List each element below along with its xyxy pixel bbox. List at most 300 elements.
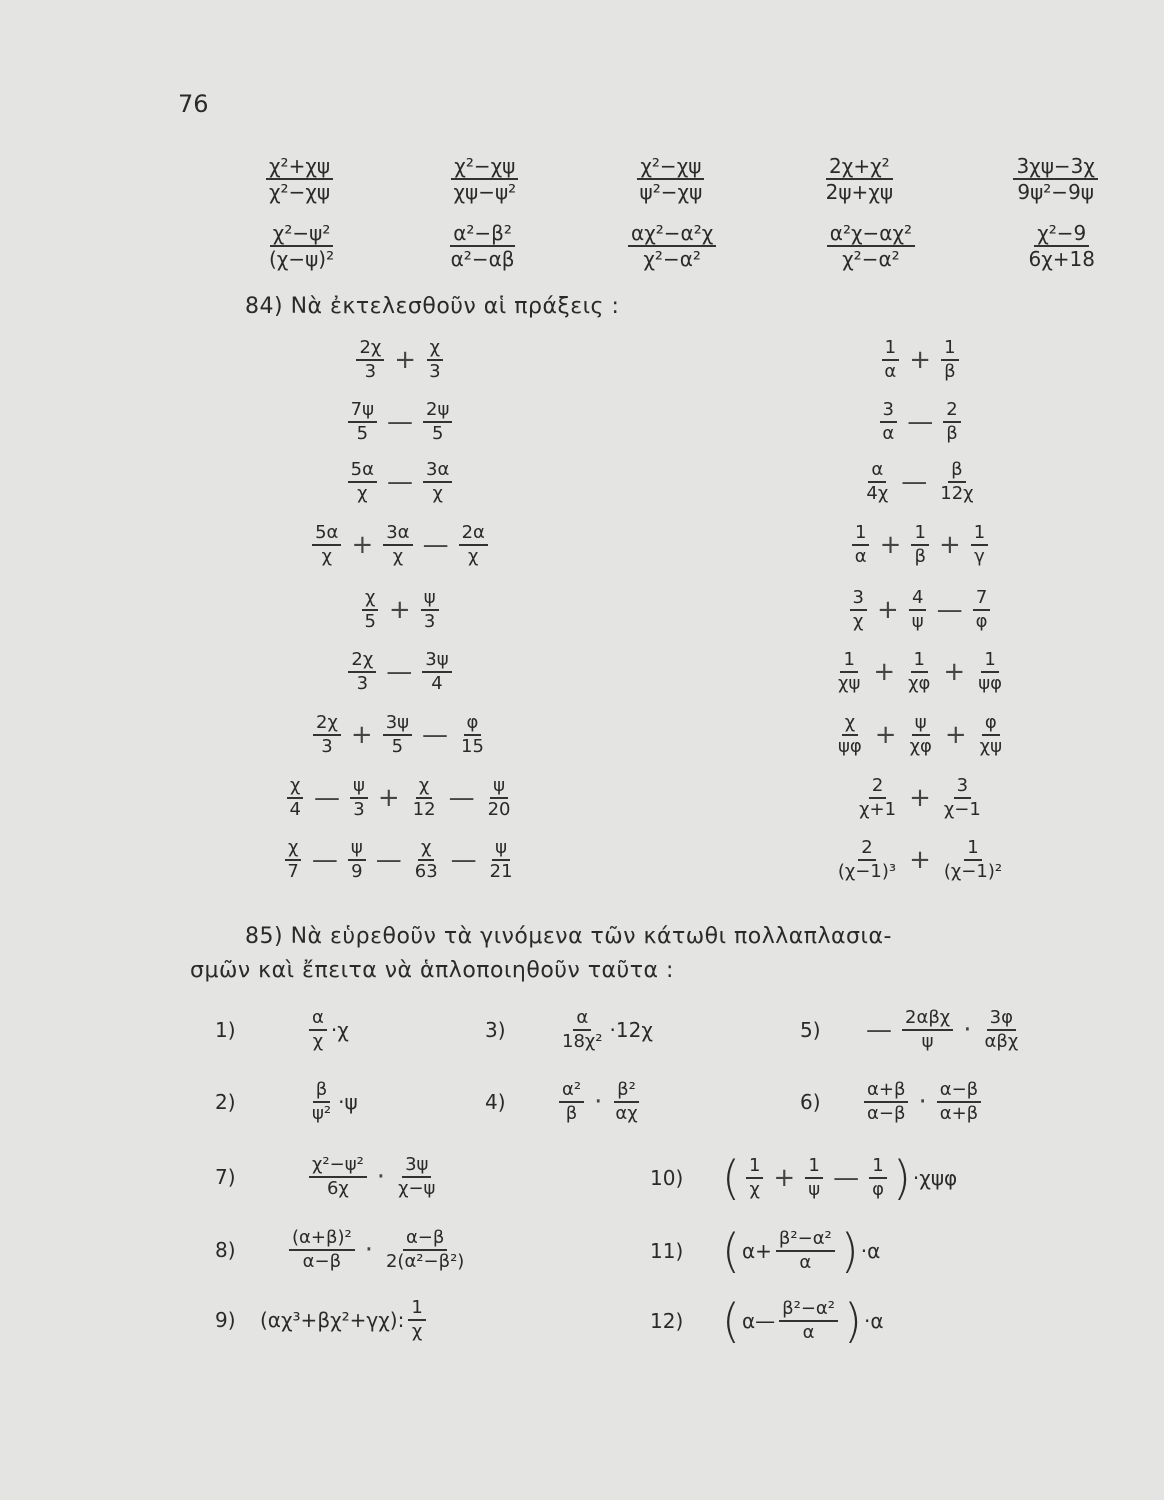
expression-row [770, 400, 1070, 444]
left-paren: ( [722, 1151, 740, 1205]
numerator: 7 [973, 588, 990, 611]
operator: + [909, 844, 931, 875]
denominator: χ [321, 545, 332, 567]
numerator: χ²−ψ² [309, 1155, 367, 1178]
denominator: 63 [414, 860, 438, 882]
denominator: 6χ [326, 1177, 349, 1199]
denominator: 20 [487, 798, 511, 820]
fraction [941, 776, 984, 820]
product-item [485, 1008, 653, 1052]
numerator: ψ [490, 776, 508, 799]
expression-row [770, 776, 1070, 820]
expression-row [240, 713, 560, 757]
exercise-85-heading-line2: σμῶν καὶ ἔπειτα νὰ ἁπλοποιηθοῦν ταῦτα : [190, 958, 674, 983]
denominator: 2(α²−β²) [385, 1250, 465, 1272]
numerator: 2χ [348, 650, 376, 673]
expression-row [770, 650, 1070, 694]
denominator: χ [853, 610, 864, 632]
numerator: χ [362, 588, 378, 611]
expression-text: ·α [863, 1309, 884, 1333]
denominator: χφ [909, 735, 932, 757]
top-frac: $\frac{\text{α²−β²}}{\text{α²−αβ}}$ [450, 221, 515, 271]
left-paren: ( [722, 1224, 740, 1278]
fraction [902, 1008, 953, 1052]
fraction [907, 713, 935, 757]
expression-text: ·α [860, 1239, 881, 1263]
fraction [350, 776, 368, 820]
top-frac: $\frac{\text{χ²+χψ}}{\text{χ²−χψ}}$ [266, 155, 333, 203]
expression-text: ·ψ [338, 1089, 358, 1114]
fraction [284, 838, 301, 882]
denominator: ψφ [838, 735, 862, 757]
denominator: 3 [353, 798, 365, 820]
fraction [881, 338, 899, 382]
numerator: φ [464, 713, 482, 736]
numerator: 3ψ [402, 1155, 431, 1178]
fraction [835, 838, 899, 882]
operator: — [375, 844, 402, 875]
right-paren: ) [844, 1294, 862, 1348]
expression-row [770, 338, 1070, 382]
fraction [421, 588, 439, 632]
expression-text: (αχ³+βχ²+γχ): [260, 1307, 405, 1332]
fraction [422, 650, 451, 694]
product-item [800, 1080, 985, 1124]
numerator: ψ [350, 776, 368, 799]
denominator: β [565, 1102, 578, 1124]
fraction [835, 650, 863, 694]
item-label: 11) [650, 1239, 684, 1263]
numerator: ψ [912, 713, 930, 736]
operator: — [422, 719, 449, 750]
fraction [485, 776, 514, 820]
numerator: 3α [383, 523, 412, 546]
numerator: 1 [840, 650, 857, 673]
denominator: 4 [431, 672, 443, 694]
item-label: 9) [215, 1307, 236, 1332]
top-frac: $\frac{\text{χ²−ψ²}}{\text{(χ−ψ)²}}$ [269, 221, 335, 271]
numerator: α [868, 460, 886, 483]
operator: — [866, 1014, 892, 1045]
operator: + [351, 529, 374, 560]
fraction [977, 713, 1005, 757]
frac-row-2 [262, 222, 1102, 270]
denominator: χ [357, 482, 368, 504]
operator: + [388, 594, 411, 625]
expression-text: ·12χ [609, 1017, 653, 1042]
operator: — [313, 782, 340, 813]
operator: + [394, 344, 417, 375]
fraction [395, 1155, 438, 1199]
fraction [309, 1155, 367, 1199]
denominator: 5 [391, 735, 404, 757]
numerator: φ [982, 713, 1000, 736]
operator: — [311, 844, 338, 875]
numerator: 5α [312, 523, 341, 546]
denominator: χψ [838, 672, 861, 694]
item-label: 2) [215, 1089, 236, 1114]
numerator: 7ψ [348, 400, 377, 423]
fraction [941, 338, 959, 382]
fraction [487, 838, 516, 882]
denominator: β [946, 422, 958, 444]
denominator: 3 [423, 610, 436, 632]
denominator: 4 [289, 798, 301, 820]
expression-row [240, 776, 560, 820]
fraction [309, 1080, 334, 1124]
fraction [746, 1156, 763, 1200]
fraction [287, 776, 304, 820]
numerator: 1 [805, 1156, 822, 1179]
expression-row [770, 460, 1070, 504]
numerator: α−β [403, 1228, 447, 1251]
fraction [559, 1080, 584, 1124]
numerator: 1 [941, 338, 958, 361]
product-item [650, 1151, 958, 1205]
fraction [408, 1298, 425, 1342]
numerator: 1 [971, 523, 988, 546]
denominator: 12 [412, 798, 436, 820]
denominator: 5 [364, 610, 376, 632]
product-item [215, 1155, 442, 1199]
fraction [805, 1156, 823, 1200]
product-item [800, 1008, 1025, 1052]
numerator: 3ψ [422, 650, 451, 673]
denominator: 18χ² [562, 1030, 603, 1052]
fraction [383, 1228, 467, 1272]
denominator: 15 [461, 735, 484, 757]
fraction [779, 1299, 838, 1343]
denominator: α [802, 1322, 815, 1343]
denominator: χ−ψ [398, 1177, 436, 1199]
fraction [410, 776, 439, 820]
fraction [559, 1008, 606, 1052]
denominator: χψ [979, 735, 1002, 757]
page-number: 76 [178, 90, 209, 118]
exercise-85-heading-line1: 85) Νὰ εὑρεθοῦν τὰ γινόμενα τῶν κάτωθι πολλαπλασια- [245, 924, 892, 949]
fraction [975, 650, 1005, 694]
denominator: α [882, 422, 895, 444]
numerator: β [948, 460, 966, 483]
denominator: 3 [364, 360, 377, 382]
denominator: αβχ [984, 1030, 1019, 1052]
product-item [215, 1080, 358, 1124]
denominator: ψ [911, 610, 924, 632]
fraction [981, 1008, 1021, 1052]
item-label: 8) [215, 1237, 236, 1262]
product-item [215, 1228, 471, 1272]
denominator: 21 [489, 860, 513, 882]
fraction [423, 460, 452, 504]
expression-row [240, 650, 560, 694]
denominator: β [944, 360, 956, 382]
expression-row [240, 400, 560, 444]
denominator: ψ² [312, 1102, 332, 1124]
operator: + [873, 656, 896, 687]
denominator: α−β [867, 1102, 906, 1124]
operator: — [936, 594, 963, 625]
numerator: 1 [408, 1298, 425, 1321]
denominator: ψ [808, 1179, 821, 1200]
numerator: β²−α² [779, 1299, 838, 1322]
numerator: 3α [423, 460, 452, 483]
expression-row [770, 588, 1070, 632]
exercise-84-heading: 84) Νὰ ἐκτελεσθοῦν αἱ πράξεις : [245, 294, 620, 319]
top-frac: $\frac{\text{α²χ−αχ²}}{\text{χ²−α²}}$ [827, 222, 915, 270]
operator: + [938, 529, 961, 560]
fraction [309, 1008, 327, 1052]
item-label: 7) [215, 1164, 236, 1189]
numerator: χ [285, 838, 301, 861]
item-label: 12) [650, 1309, 684, 1333]
numerator: 2 [869, 776, 886, 799]
expression-row [770, 838, 1070, 882]
numerator: 3 [880, 400, 897, 423]
fraction [412, 838, 441, 882]
denominator: 3 [429, 360, 441, 382]
fraction [612, 1080, 640, 1124]
numerator: β [313, 1080, 331, 1103]
numerator: 5α [348, 460, 377, 483]
fraction [348, 650, 376, 694]
operator: + [874, 719, 897, 750]
left-paren: ( [722, 1294, 740, 1348]
numerator: 2 [943, 400, 960, 423]
numerator: χ [842, 713, 858, 736]
fraction [776, 1229, 835, 1273]
numerator: 3 [850, 588, 867, 611]
top-frac: $\frac{3\chi\psi-3\chi}{\text{9ψ²−9ψ}}$ [1013, 155, 1098, 203]
fraction [937, 1080, 981, 1124]
numerator: 2χ [313, 713, 341, 736]
fraction [356, 338, 384, 382]
denominator: χ [468, 545, 479, 567]
numerator: 1 [964, 838, 981, 861]
operator: + [350, 719, 373, 750]
top-frac: $\frac{\text{2χ+χ²}}{2\psi+\chi\psi}$ [825, 154, 894, 204]
operator: — [422, 529, 449, 560]
numerator: 1 [852, 523, 869, 546]
item-label: 6) [800, 1089, 821, 1114]
numerator: β² [614, 1080, 639, 1103]
fraction [856, 776, 899, 820]
denominator: χ+1 [859, 798, 897, 820]
numerator: ψ [421, 588, 439, 611]
operator: + [773, 1163, 796, 1193]
product-item [650, 1294, 884, 1348]
numerator: 2 [858, 838, 875, 861]
item-label: 10) [650, 1166, 684, 1190]
expression-row [240, 338, 560, 382]
operator: + [943, 656, 966, 687]
right-paren: ) [840, 1224, 859, 1278]
numerator: 1 [981, 650, 998, 673]
fraction [943, 400, 961, 444]
operator: · [364, 1234, 373, 1265]
numerator: 2χ [356, 338, 384, 361]
fraction [941, 838, 1005, 882]
expression-row [240, 523, 560, 567]
numerator: 1 [911, 523, 928, 546]
item-label: 5) [800, 1017, 821, 1042]
denominator: 12χ [940, 482, 974, 504]
expression-row [770, 523, 1070, 567]
denominator: α−β [302, 1250, 342, 1272]
operator: — [901, 466, 928, 497]
denominator: γ [974, 545, 985, 567]
numerator: 3 [954, 776, 971, 799]
numerator: χ [287, 776, 303, 799]
denominator: φ [975, 610, 988, 632]
fraction [850, 588, 867, 632]
numerator: ψ [492, 838, 510, 861]
product-item [650, 1224, 881, 1278]
expression-row [240, 838, 560, 882]
numerator: χ [418, 838, 434, 861]
fraction [869, 1156, 887, 1200]
denominator: 7 [287, 860, 299, 882]
fraction [852, 523, 870, 567]
product-item [215, 1298, 430, 1342]
operator: · [594, 1086, 603, 1117]
numerator: ψ [348, 838, 366, 861]
numerator: 3ψ [383, 713, 412, 736]
numerator: 1 [882, 338, 899, 361]
numerator: χ [427, 338, 443, 361]
numerator: α [573, 1008, 591, 1031]
fraction [863, 460, 891, 504]
fraction [909, 588, 927, 632]
fraction [458, 713, 487, 757]
operator: — [450, 844, 477, 875]
denominator: 5 [431, 422, 444, 444]
denominator: αχ [615, 1102, 638, 1124]
item-label: 1) [215, 1017, 236, 1042]
operator: — [833, 1163, 860, 1193]
item-label: 4) [485, 1089, 506, 1114]
fraction [348, 460, 377, 504]
fraction [383, 713, 412, 757]
denominator: χ [432, 482, 443, 504]
fraction [459, 523, 488, 567]
numerator: 1 [746, 1156, 763, 1179]
denominator: χφ [908, 672, 931, 694]
denominator: χ [312, 1030, 324, 1052]
product-item [215, 1008, 349, 1052]
top-frac: $\frac{\text{χ²−χψ}}{\text{ψ²−χψ}}$ [637, 155, 706, 203]
operator: + [377, 782, 400, 813]
top-frac: $\frac{\text{αχ²−α²χ}}{\text{χ²−α²}}$ [628, 222, 716, 270]
denominator: β [914, 545, 926, 567]
fraction [911, 523, 929, 567]
denominator: χ−1 [943, 798, 981, 820]
numerator: χ [416, 776, 432, 799]
denominator: 3 [356, 672, 369, 694]
expression-row [240, 588, 560, 632]
fraction [971, 523, 988, 567]
denominator: α [854, 545, 867, 567]
right-paren: ) [892, 1151, 911, 1205]
fraction [348, 400, 377, 444]
fraction [973, 588, 991, 632]
fraction [937, 460, 976, 504]
operator: · [918, 1086, 927, 1117]
fraction [361, 588, 378, 632]
denominator: 3 [321, 735, 333, 757]
expression-row [240, 460, 560, 504]
fraction [835, 713, 865, 757]
top-frac: $\frac{\text{χ²−9}}{6\chi+18}$ [1028, 221, 1095, 271]
numerator: 2ψ [423, 400, 452, 423]
numerator: α² [559, 1080, 584, 1103]
expression-text: α+ [741, 1239, 772, 1263]
numerator: 2α [459, 523, 488, 546]
denominator: 5 [356, 422, 369, 444]
denominator: 4χ [866, 482, 889, 504]
operator: · [963, 1014, 972, 1045]
operator: · [376, 1161, 386, 1192]
operator: + [879, 529, 902, 560]
numerator: 2αβχ [902, 1008, 953, 1031]
denominator: ψ [921, 1030, 934, 1052]
denominator: 9 [351, 860, 363, 882]
operator: — [387, 466, 413, 497]
fraction [426, 338, 443, 382]
numerator: α [309, 1008, 327, 1031]
operator: — [386, 656, 413, 687]
frac-row-1 [262, 155, 1102, 203]
fraction [289, 1228, 355, 1272]
denominator: ψφ [978, 672, 1002, 694]
expression-text: ·χψφ [912, 1166, 958, 1190]
numerator: α−β [937, 1080, 981, 1103]
fraction [348, 838, 366, 882]
numerator: 3φ [987, 1008, 1016, 1031]
fraction [312, 523, 341, 567]
denominator: α [799, 1252, 812, 1273]
numerator: 1 [911, 650, 928, 673]
numerator: 4 [909, 588, 926, 611]
product-item [485, 1080, 645, 1124]
denominator: (χ−1)² [943, 860, 1003, 882]
denominator: φ [872, 1179, 884, 1200]
fraction [313, 713, 341, 757]
denominator: χ [392, 545, 404, 567]
operator: + [909, 782, 931, 813]
numerator: β²−α² [776, 1229, 835, 1252]
numerator: 1 [869, 1156, 886, 1179]
expression-text: α— [741, 1309, 776, 1333]
fraction [383, 523, 412, 567]
operator: — [448, 782, 475, 813]
numerator: (α+β)² [289, 1228, 355, 1251]
denominator: (χ−1)³ [837, 860, 897, 882]
fraction [423, 400, 452, 444]
item-label: 3) [485, 1017, 506, 1042]
denominator: α+β [939, 1102, 979, 1124]
operator: + [944, 719, 967, 750]
numerator: α+β [864, 1080, 908, 1103]
operator: + [909, 344, 932, 375]
denominator: χ [411, 1320, 423, 1342]
top-frac: $\frac{\text{χ²−χψ}}{\text{χψ−ψ²}}$ [450, 155, 519, 203]
operator: — [387, 406, 413, 437]
expression-row [770, 713, 1070, 757]
denominator: χ [749, 1179, 760, 1200]
fraction [905, 650, 933, 694]
denominator: α [884, 360, 897, 382]
operator: — [907, 406, 934, 437]
